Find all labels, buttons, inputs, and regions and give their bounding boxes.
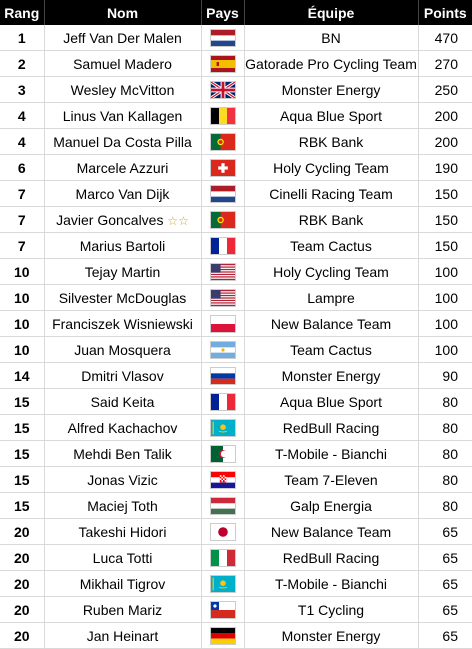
rank-cell: 10 [0, 337, 44, 363]
kz-flag-icon [210, 575, 236, 593]
rank-cell: 10 [0, 311, 44, 337]
rider-name-cell [44, 207, 201, 233]
points-cell: 90 [418, 363, 472, 389]
rider-name-cell [44, 181, 201, 207]
rider-name: Luca Totti [92, 549, 153, 566]
rider-name: Alfred Kachachov [67, 419, 178, 436]
rider-name-cell [44, 467, 201, 493]
rider-name: Dmitri Vlasov [81, 367, 164, 384]
country-cell [201, 363, 244, 389]
gb-flag-icon [210, 81, 236, 99]
country-cell [201, 441, 244, 467]
country-cell [201, 467, 244, 493]
table-row[interactable] [0, 51, 472, 77]
rider-name: Jonas Vizic [87, 471, 158, 488]
rider-name-cell [44, 545, 201, 571]
team-cell: Aqua Blue Sport [244, 103, 418, 129]
team-cell: T1 Cycling [244, 597, 418, 623]
points-cell: 100 [418, 285, 472, 311]
rider-name: Said Keita [90, 393, 155, 410]
rider-name: Marcele Azzuri [76, 159, 169, 176]
fr-flag-icon [210, 393, 236, 411]
country-cell [201, 311, 244, 337]
table-row[interactable] [0, 441, 472, 467]
nl-flag-icon [210, 29, 236, 47]
team-cell: Holy Cycling Team [244, 155, 418, 181]
header-points[interactable]: Points [418, 0, 472, 25]
ru-flag-icon [210, 367, 236, 385]
rank-cell: 15 [0, 493, 44, 519]
hu-flag-icon [210, 497, 236, 515]
team-cell: Team 7-Eleven [244, 467, 418, 493]
table-row[interactable] [0, 597, 472, 623]
country-cell [201, 545, 244, 571]
rider-name-cell [44, 389, 201, 415]
team-cell: New Balance Team [244, 311, 418, 337]
rank-cell: 20 [0, 623, 44, 649]
country-cell [201, 25, 244, 51]
rank-cell: 15 [0, 467, 44, 493]
us-flag-icon [210, 263, 236, 281]
points-cell: 190 [418, 155, 472, 181]
be-flag-icon [210, 107, 236, 125]
rider-name: Mehdi Ben Talik [73, 445, 172, 462]
points-cell: 80 [418, 493, 472, 519]
rider-name: Linus Van Kallagen [62, 107, 183, 124]
es-flag-icon [210, 55, 236, 73]
table-row[interactable] [0, 623, 472, 649]
table-row[interactable] [0, 233, 472, 259]
points-cell: 270 [418, 51, 472, 77]
table-row[interactable] [0, 129, 472, 155]
table-row[interactable] [0, 337, 472, 363]
rank-cell: 4 [0, 129, 44, 155]
rank-cell: 2 [0, 51, 44, 77]
country-cell [201, 519, 244, 545]
rank-cell: 6 [0, 155, 44, 181]
rider-name-cell [44, 51, 201, 77]
rider-name: Jeff Van Der Malen [63, 29, 182, 46]
rider-name: Tejay Martin [84, 263, 161, 280]
team-cell: RedBull Racing [244, 545, 418, 571]
hr-flag-icon [210, 471, 236, 489]
team-cell: Cinelli Racing Team [244, 181, 418, 207]
team-cell: BN [244, 25, 418, 51]
rider-name: Mikhail Tigrov [79, 575, 166, 592]
team-cell: Monster Energy [244, 623, 418, 649]
rider-name-cell [44, 285, 201, 311]
country-cell [201, 597, 244, 623]
country-cell [201, 493, 244, 519]
cl-flag-icon [210, 601, 236, 619]
points-cell: 150 [418, 233, 472, 259]
rider-name-cell [44, 363, 201, 389]
team-cell: Lampre [244, 285, 418, 311]
rank-cell: 1 [0, 25, 44, 51]
nl-flag-icon [210, 185, 236, 203]
rider-name-cell [44, 597, 201, 623]
table-row[interactable] [0, 103, 472, 129]
points-cell: 65 [418, 545, 472, 571]
team-cell: RBK Bank [244, 129, 418, 155]
team-cell: Holy Cycling Team [244, 259, 418, 285]
rider-name-cell [44, 77, 201, 103]
table-row[interactable] [0, 571, 472, 597]
rank-cell: 15 [0, 415, 44, 441]
header-row [0, 0, 472, 25]
star-icon: ☆☆ [167, 213, 189, 228]
rank-cell: 15 [0, 441, 44, 467]
team-cell: Monster Energy [244, 363, 418, 389]
country-cell [201, 337, 244, 363]
country-cell [201, 51, 244, 77]
points-cell: 80 [418, 467, 472, 493]
table-row[interactable] [0, 25, 472, 51]
rider-name-cell [44, 519, 201, 545]
team-cell: Team Cactus [244, 233, 418, 259]
rider-name-cell [44, 623, 201, 649]
rank-cell: 10 [0, 285, 44, 311]
table-row[interactable] [0, 363, 472, 389]
country-cell [201, 415, 244, 441]
rank-cell: 3 [0, 77, 44, 103]
team-cell: Team Cactus [244, 337, 418, 363]
points-cell: 200 [418, 103, 472, 129]
team-cell: Aqua Blue Sport [244, 389, 418, 415]
points-cell: 65 [418, 519, 472, 545]
points-cell: 150 [418, 181, 472, 207]
rider-name: Silvester McDouglas [58, 289, 187, 306]
table-row[interactable] [0, 493, 472, 519]
rank-cell: 7 [0, 181, 44, 207]
rider-name: Javier Goncalves [56, 211, 164, 228]
points-cell: 65 [418, 623, 472, 649]
pt-flag-icon [210, 133, 236, 151]
rank-cell: 20 [0, 545, 44, 571]
points-cell: 65 [418, 597, 472, 623]
points-cell: 200 [418, 129, 472, 155]
team-cell: New Balance Team [244, 519, 418, 545]
points-cell: 100 [418, 311, 472, 337]
table-row[interactable] [0, 285, 472, 311]
table-row[interactable] [0, 519, 472, 545]
fr-flag-icon [210, 237, 236, 255]
header-country[interactable]: Pays [201, 0, 244, 25]
country-cell [201, 233, 244, 259]
points-cell: 80 [418, 415, 472, 441]
country-cell [201, 207, 244, 233]
table-row[interactable] [0, 415, 472, 441]
team-cell: Galp Energia [244, 493, 418, 519]
us-flag-icon [210, 289, 236, 307]
de-flag-icon [210, 627, 236, 645]
rider-name-cell [44, 337, 201, 363]
dz-flag-icon [210, 445, 236, 463]
rider-name: Marco Van Dijk [75, 185, 170, 202]
header-name[interactable]: Nom [44, 0, 201, 25]
rider-name: Franciszek Wisniewski [52, 315, 193, 332]
rank-cell: 20 [0, 597, 44, 623]
team-cell: Gatorade Pro Cycling Team [244, 51, 418, 77]
team-cell: T-Mobile - Bianchi [244, 571, 418, 597]
table-row[interactable] [0, 207, 472, 233]
ar-flag-icon [210, 341, 236, 359]
points-cell: 150 [418, 207, 472, 233]
rider-name-cell [44, 311, 201, 337]
pt-flag-icon [210, 211, 236, 229]
points-cell: 100 [418, 337, 472, 363]
points-cell: 65 [418, 571, 472, 597]
rider-name-cell [44, 415, 201, 441]
jp-flag-icon [210, 523, 236, 541]
kz-flag-icon [210, 419, 236, 437]
country-cell [201, 285, 244, 311]
header-rank[interactable]: Rang [0, 0, 44, 25]
table-row[interactable] [0, 545, 472, 571]
table-row[interactable] [0, 467, 472, 493]
rider-name-cell [44, 155, 201, 181]
country-cell [201, 389, 244, 415]
rider-name: Jan Heinart [86, 627, 159, 644]
team-cell: RBK Bank [244, 207, 418, 233]
rider-name: Manuel Da Costa Pilla [53, 133, 192, 150]
table-row[interactable] [0, 155, 472, 181]
table-row[interactable] [0, 311, 472, 337]
team-cell: Monster Energy [244, 77, 418, 103]
rank-cell: 20 [0, 519, 44, 545]
rank-cell: 14 [0, 363, 44, 389]
rank-cell: 10 [0, 259, 44, 285]
country-cell [201, 103, 244, 129]
country-cell [201, 181, 244, 207]
points-cell: 250 [418, 77, 472, 103]
rider-name: Samuel Madero [73, 55, 172, 72]
country-cell [201, 129, 244, 155]
table-row[interactable] [0, 389, 472, 415]
rank-cell: 4 [0, 103, 44, 129]
ch-flag-icon [210, 159, 236, 177]
rider-name-cell [44, 571, 201, 597]
rider-name: Wesley McVitton [70, 81, 175, 98]
table-row[interactable] [0, 181, 472, 207]
rider-name: Takeshi Hidori [78, 523, 167, 540]
country-cell [201, 571, 244, 597]
rank-cell: 15 [0, 389, 44, 415]
rider-name-cell [44, 103, 201, 129]
team-cell: T-Mobile - Bianchi [244, 441, 418, 467]
rank-cell: 7 [0, 233, 44, 259]
rider-name-cell [44, 441, 201, 467]
points-cell: 100 [418, 259, 472, 285]
pl-flag-icon [210, 315, 236, 333]
rider-name-cell [44, 259, 201, 285]
rider-name: Juan Mosquera [74, 341, 171, 358]
points-cell: 80 [418, 441, 472, 467]
rider-name: Marius Bartoli [79, 237, 166, 254]
country-cell [201, 259, 244, 285]
rank-cell: 7 [0, 207, 44, 233]
rider-name-cell [44, 233, 201, 259]
country-cell [201, 623, 244, 649]
country-cell [201, 77, 244, 103]
team-cell: RedBull Racing [244, 415, 418, 441]
it-flag-icon [210, 549, 236, 567]
points-cell: 80 [418, 389, 472, 415]
rider-name: Ruben Mariz [82, 601, 163, 618]
rider-name-cell [44, 129, 201, 155]
rank-cell: 20 [0, 571, 44, 597]
table-row[interactable] [0, 77, 472, 103]
table-row[interactable] [0, 259, 472, 285]
rider-name-cell [44, 25, 201, 51]
header-team[interactable]: Équipe [244, 0, 418, 25]
points-cell: 470 [418, 25, 472, 51]
rider-name-cell [44, 493, 201, 519]
country-cell [201, 155, 244, 181]
rider-name: Maciej Toth [87, 497, 158, 514]
